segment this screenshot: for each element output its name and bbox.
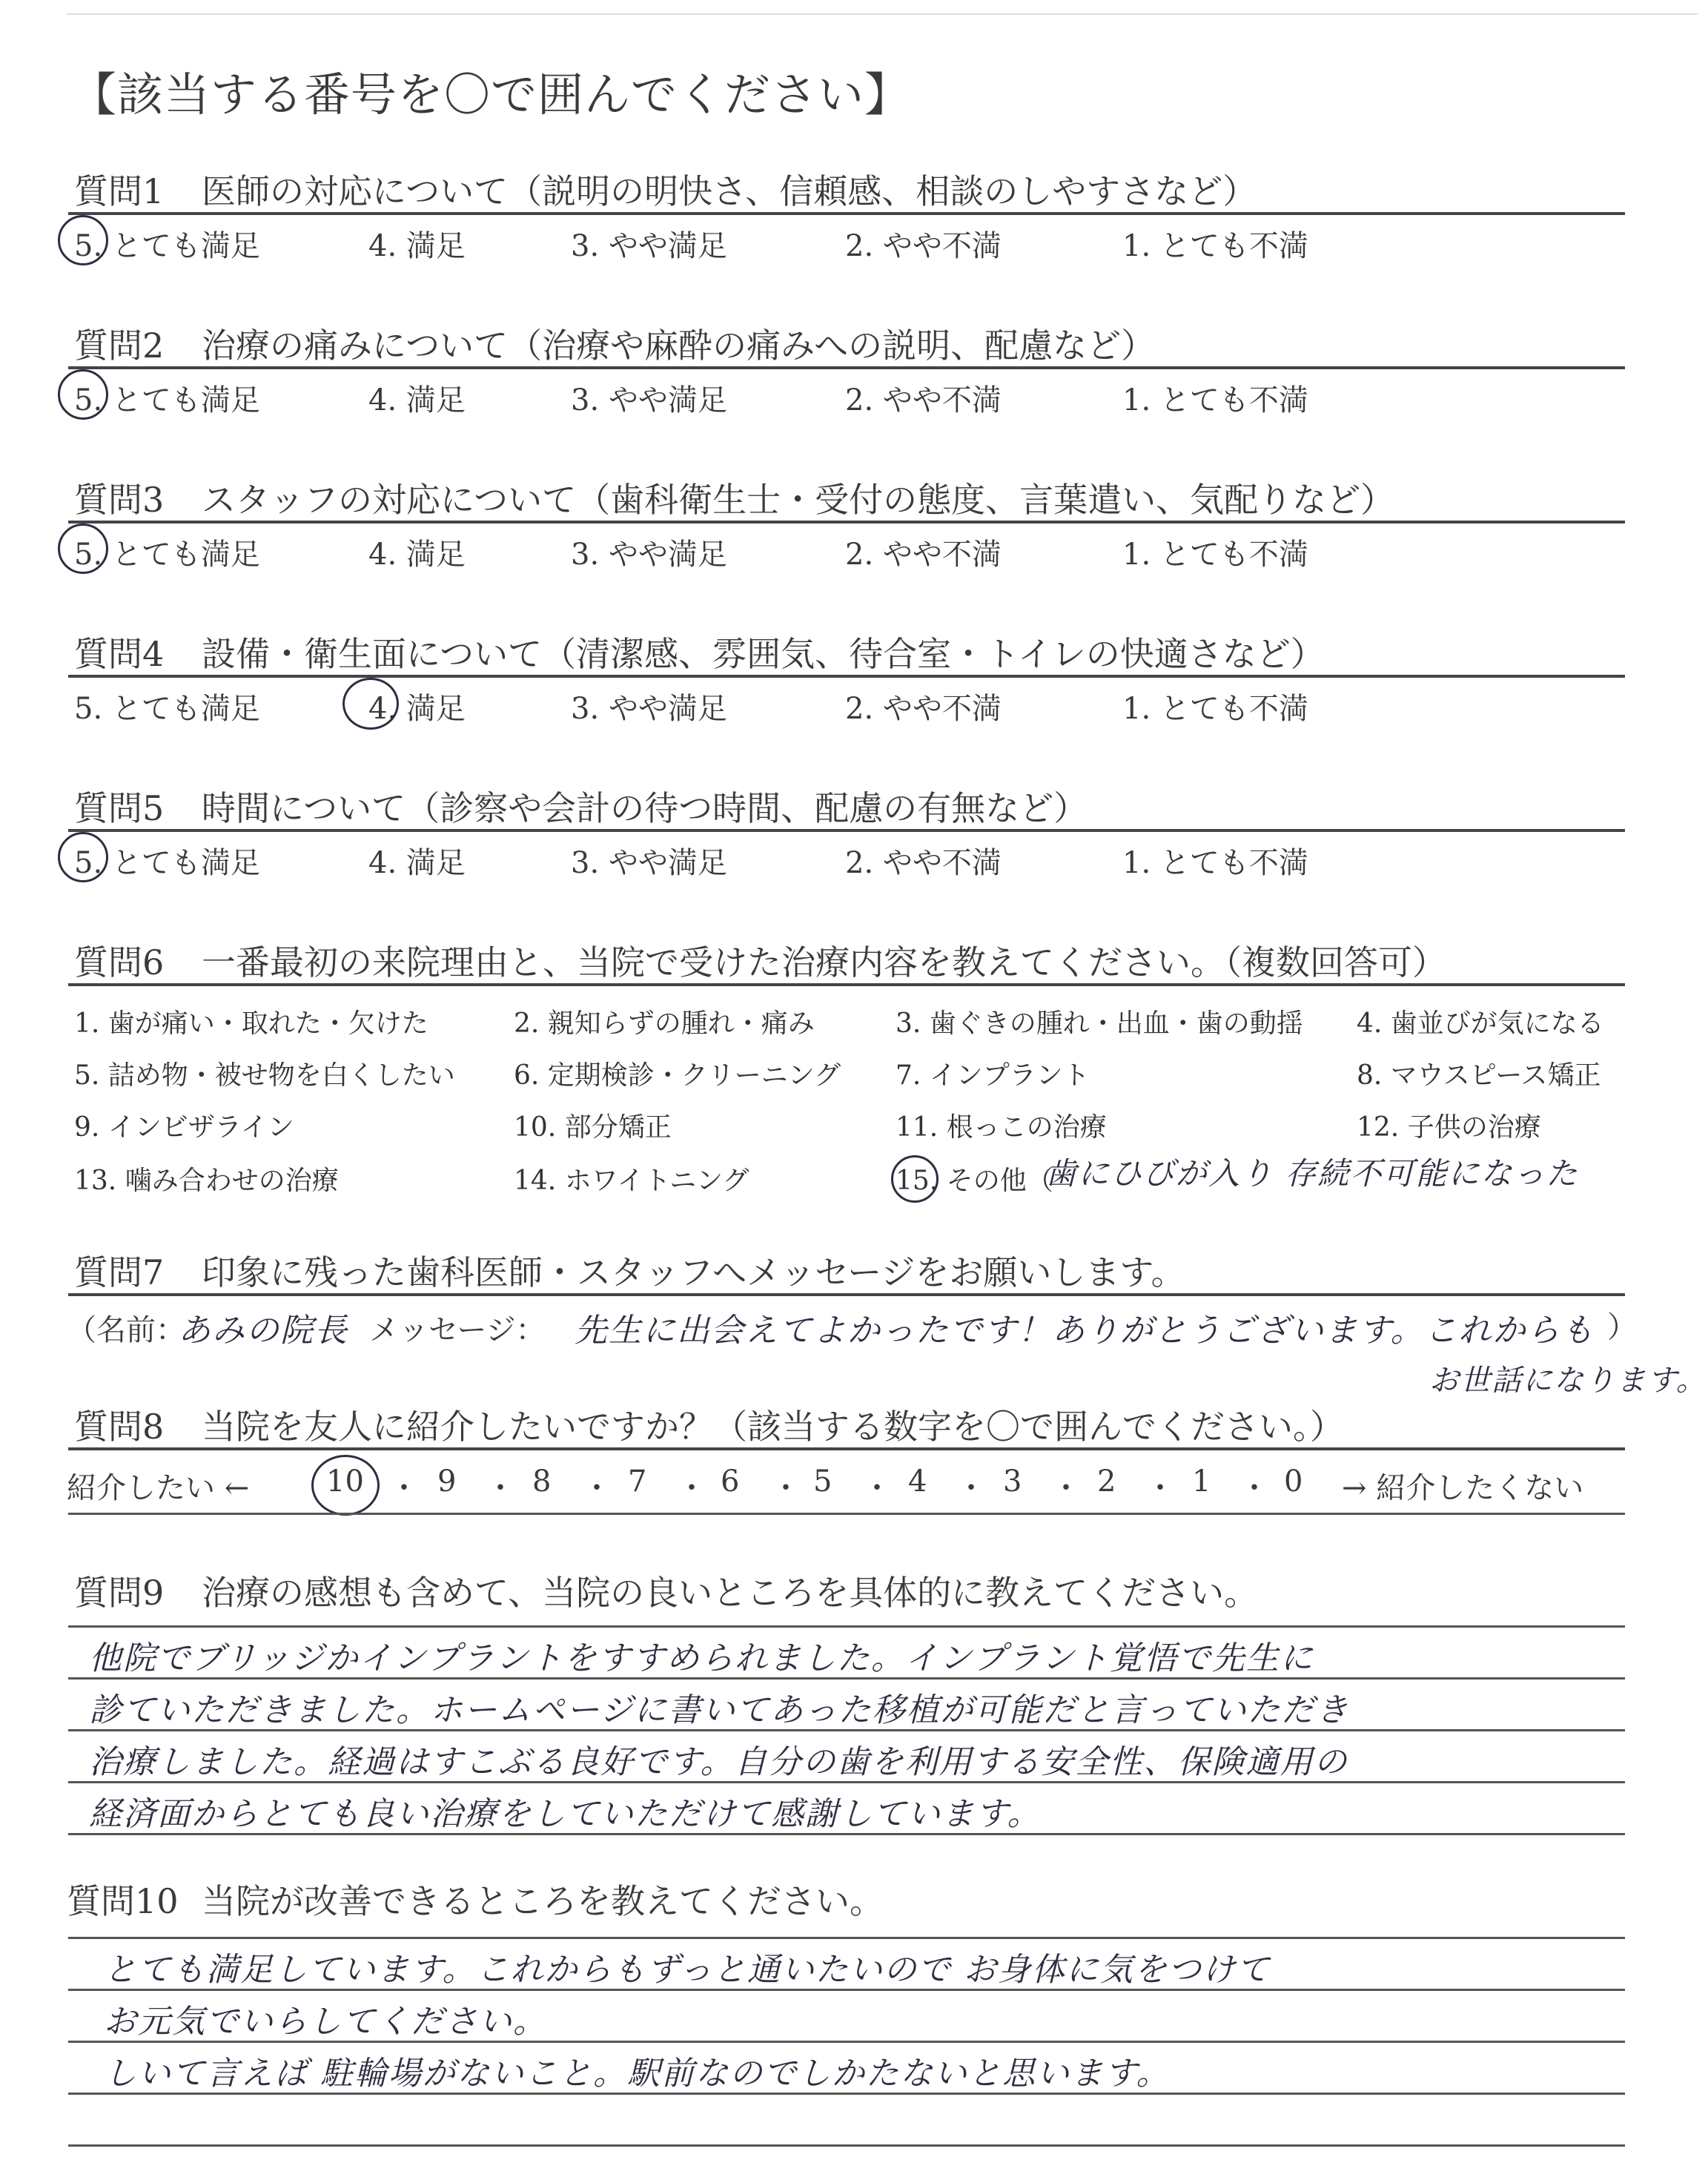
q3-text: スタッフの対応について（歯科衛生士・受付の態度、言葉遣い、気配りなど） (202, 480, 1395, 520)
q3-option-4[interactable]: 4. 満足 (368, 538, 466, 572)
q9-label: 質問9 (74, 1573, 165, 1613)
q9-answer-line-2[interactable]: 診ていただきました。ホームページに書いてあった移植が可能だと言っていただき (89, 1691, 1350, 1729)
q10-answer-line-3[interactable]: しいて言えば 駐輪場がないこと。駅前なのでしかたないと思います。 (104, 2055, 1171, 2093)
q5-label: 質問5 (74, 788, 165, 828)
q4-rule (68, 675, 1625, 678)
q4-option-5[interactable]: 5. とても満足 (74, 692, 260, 726)
q8-number-9[interactable]: 9 (437, 1464, 457, 1499)
q6-item-4[interactable]: 4. 歯並びが気になる (1357, 1008, 1604, 1039)
q2-rule (68, 366, 1625, 369)
q7-name-value[interactable]: あみの院長 (178, 1312, 348, 1350)
q1-option-2[interactable]: 2. やや不満 (845, 229, 1002, 263)
q2-selected-circle (58, 369, 108, 420)
q2-option-1[interactable]: 1. とても不満 (1122, 383, 1308, 417)
q8-right-label: → 紹介したくない (1342, 1471, 1584, 1505)
q7-message-close: ） (1607, 1310, 1637, 1344)
q6-item-2[interactable]: 2. 親知らずの腫れ・痛み (514, 1008, 815, 1039)
q8-left-label: 紹介したい ← (67, 1471, 250, 1505)
q9-line-rule (68, 1625, 1625, 1628)
q7-label: 質問7 (74, 1252, 165, 1292)
q9-answer-line-3[interactable]: 治療しました。経過はすこぶる良好です。自分の歯を利用する安全性、保険適用の (89, 1743, 1348, 1781)
q3-option-1[interactable]: 1. とても不満 (1122, 538, 1308, 572)
q5-rule (68, 829, 1625, 832)
q1-option-4[interactable]: 4. 満足 (368, 229, 466, 263)
q8-dot: ・ (1145, 1471, 1175, 1505)
q8-dot: ・ (862, 1471, 892, 1505)
q3-option-5[interactable]: 5. とても満足 (74, 538, 260, 572)
q8-number-8[interactable]: 8 (532, 1464, 552, 1499)
q8-number-1[interactable]: 1 (1192, 1464, 1211, 1499)
q7-name-label: （名前： (67, 1313, 185, 1347)
q7-rule (68, 1293, 1625, 1296)
q10-line-rule (68, 1937, 1625, 1939)
q10-text: 当院が改善できるところを教えてください。 (202, 1881, 884, 1921)
q6-item-14[interactable]: 14. ホワイトニング (514, 1166, 749, 1196)
q3-rule (68, 521, 1625, 524)
q8-number-7[interactable]: 7 (628, 1464, 647, 1499)
q10-answer-line-1[interactable]: とても満足しています。これからもずっと通いたいので お身体に気をつけて (104, 1951, 1271, 1989)
q8-bottom-rule (68, 1513, 1625, 1515)
q4-text: 設備・衛生面について（清潔感、雰囲気、待合室・トイレの快適さなど） (202, 634, 1325, 674)
q2-text: 治療の痛みについて（治療や麻酔の痛みへの説明、配慮など） (202, 326, 1156, 366)
q8-number-3[interactable]: 3 (1003, 1464, 1022, 1499)
q2-label: 質問2 (74, 326, 165, 366)
q7-message-label: メッセージ： (369, 1313, 546, 1347)
page-title: 【該当する番号を〇で囲んでください】 (70, 67, 912, 122)
q6-item-5[interactable]: 5. 詰め物・被せ物を白くしたい (74, 1060, 455, 1091)
q5-selected-circle (58, 832, 108, 882)
q8-dot: ・ (486, 1471, 515, 1505)
q8-dot: ・ (1239, 1471, 1269, 1505)
q3-option-3[interactable]: 3. やや満足 (571, 538, 727, 572)
q6-item-8[interactable]: 8. マウスピース矯正 (1357, 1060, 1601, 1091)
q8-number-4[interactable]: 4 (908, 1464, 927, 1499)
q6-item-13[interactable]: 13. 噛み合わせの治療 (74, 1166, 339, 1196)
q6-rule (68, 983, 1625, 986)
q2-option-3[interactable]: 3. やや満足 (571, 383, 727, 417)
q6-item-3[interactable]: 3. 歯ぐきの腫れ・出血・歯の動揺 (896, 1008, 1303, 1039)
q7-message-value[interactable]: 先生に出会えてよかったです！ありがとうございます。これからも (575, 1312, 1595, 1350)
q3-selected-circle (58, 524, 108, 574)
q1-text: 医師の対応について（説明の明快さ、信頼感、相談のしやすさなど） (202, 171, 1257, 211)
q6-text: 一番最初の来院理由と、当院で受けた治療内容を教えてください。（複数回答可） (202, 942, 1446, 982)
q1-option-1[interactable]: 1. とても不満 (1122, 229, 1308, 263)
q2-option-5[interactable]: 5. とても満足 (74, 383, 260, 417)
q6-item-9[interactable]: 9. インビザライン (74, 1112, 294, 1143)
q8-rule (68, 1447, 1625, 1450)
q8-selected-circle (311, 1455, 380, 1516)
q6-item-15-circle (891, 1155, 939, 1203)
q4-option-3[interactable]: 3. やや満足 (571, 692, 727, 726)
q4-label: 質問4 (74, 634, 165, 674)
q6-item-7[interactable]: 7. インプラント (896, 1060, 1090, 1091)
q6-item-6[interactable]: 6. 定期検診・クリーニング (514, 1060, 841, 1091)
q9-answer-line-1[interactable]: 他院でブリッジかインプラントをすすめられました。インプラント覚悟で先生に (89, 1639, 1314, 1677)
q10-line-rule (68, 2144, 1625, 2147)
q5-option-5[interactable]: 5. とても満足 (74, 846, 260, 880)
q8-number-10[interactable]: 10 (326, 1464, 364, 1499)
q2-option-4[interactable]: 4. 満足 (368, 383, 466, 417)
q6-item-15[interactable]: 15. その他（ (896, 1166, 1053, 1196)
q8-dot: ・ (389, 1471, 419, 1505)
q6-item-10[interactable]: 10. 部分矯正 (514, 1112, 672, 1143)
q2-option-2[interactable]: 2. やや不満 (845, 383, 1002, 417)
q10-label: 質問10 (67, 1881, 179, 1921)
q5-option-4[interactable]: 4. 満足 (368, 846, 466, 880)
q9-text: 治療の感想も含めて、当院の良いところを具体的に教えてください。 (202, 1573, 1259, 1613)
q6-item-1[interactable]: 1. 歯が痛い・取れた・欠けた (74, 1008, 428, 1039)
q10-answer-line-2[interactable]: お元気でいらしてください。 (104, 2003, 547, 2041)
q8-dot: ・ (1051, 1471, 1081, 1505)
q5-text: 時間について（診察や会計の待つ時間、配慮の有無など） (202, 788, 1088, 828)
q8-number-6[interactable]: 6 (721, 1464, 740, 1499)
q1-label: 質問1 (74, 171, 165, 211)
q5-option-2[interactable]: 2. やや不満 (845, 846, 1002, 880)
q1-option-5[interactable]: 5. とても満足 (74, 229, 260, 263)
q7-message-continued: お世話になります。 (1429, 1364, 1707, 1398)
q7-text: 印象に残った歯科医師・スタッフへメッセージをお願いします。 (202, 1252, 1185, 1292)
q8-dot: ・ (677, 1471, 706, 1505)
q1-option-3[interactable]: 3. やや満足 (571, 229, 727, 263)
q9-answer-line-4[interactable]: 経済面からとても良い治療をしていただけて感謝しています。 (89, 1795, 1042, 1833)
q6-label: 質問6 (74, 942, 165, 982)
q8-text: 当院を友人に紹介したいですか？（該当する数字を〇で囲んでください。） (202, 1407, 1344, 1447)
q1-selected-circle (58, 215, 108, 265)
q4-option-2[interactable]: 2. やや不満 (845, 692, 1002, 726)
q6-item-12[interactable]: 12. 子供の治療 (1357, 1112, 1541, 1143)
q8-label: 質問8 (74, 1407, 165, 1447)
q4-option-4[interactable]: 4. 満足 (368, 692, 466, 726)
q6-other-answer: 歯にひびが入り 存続不可能になった (1045, 1155, 1579, 1192)
q1-rule (68, 212, 1625, 215)
q8-dot: ・ (771, 1471, 801, 1505)
q4-selected-circle (342, 678, 399, 730)
q3-label: 質問3 (74, 480, 165, 520)
top-border (67, 13, 1698, 15)
q8-number-0[interactable]: 0 (1284, 1464, 1303, 1499)
q3-option-2[interactable]: 2. やや不満 (845, 538, 1002, 572)
q8-number-2[interactable]: 2 (1097, 1464, 1116, 1499)
q5-option-1[interactable]: 1. とても不満 (1122, 846, 1308, 880)
q4-option-1[interactable]: 1. とても不満 (1122, 692, 1308, 726)
q8-number-5[interactable]: 5 (813, 1464, 833, 1499)
q8-dot: ・ (956, 1471, 986, 1505)
q8-dot: ・ (582, 1471, 612, 1505)
q6-item-11[interactable]: 11. 根っこの治療 (896, 1112, 1107, 1143)
q5-option-3[interactable]: 3. やや満足 (571, 846, 727, 880)
